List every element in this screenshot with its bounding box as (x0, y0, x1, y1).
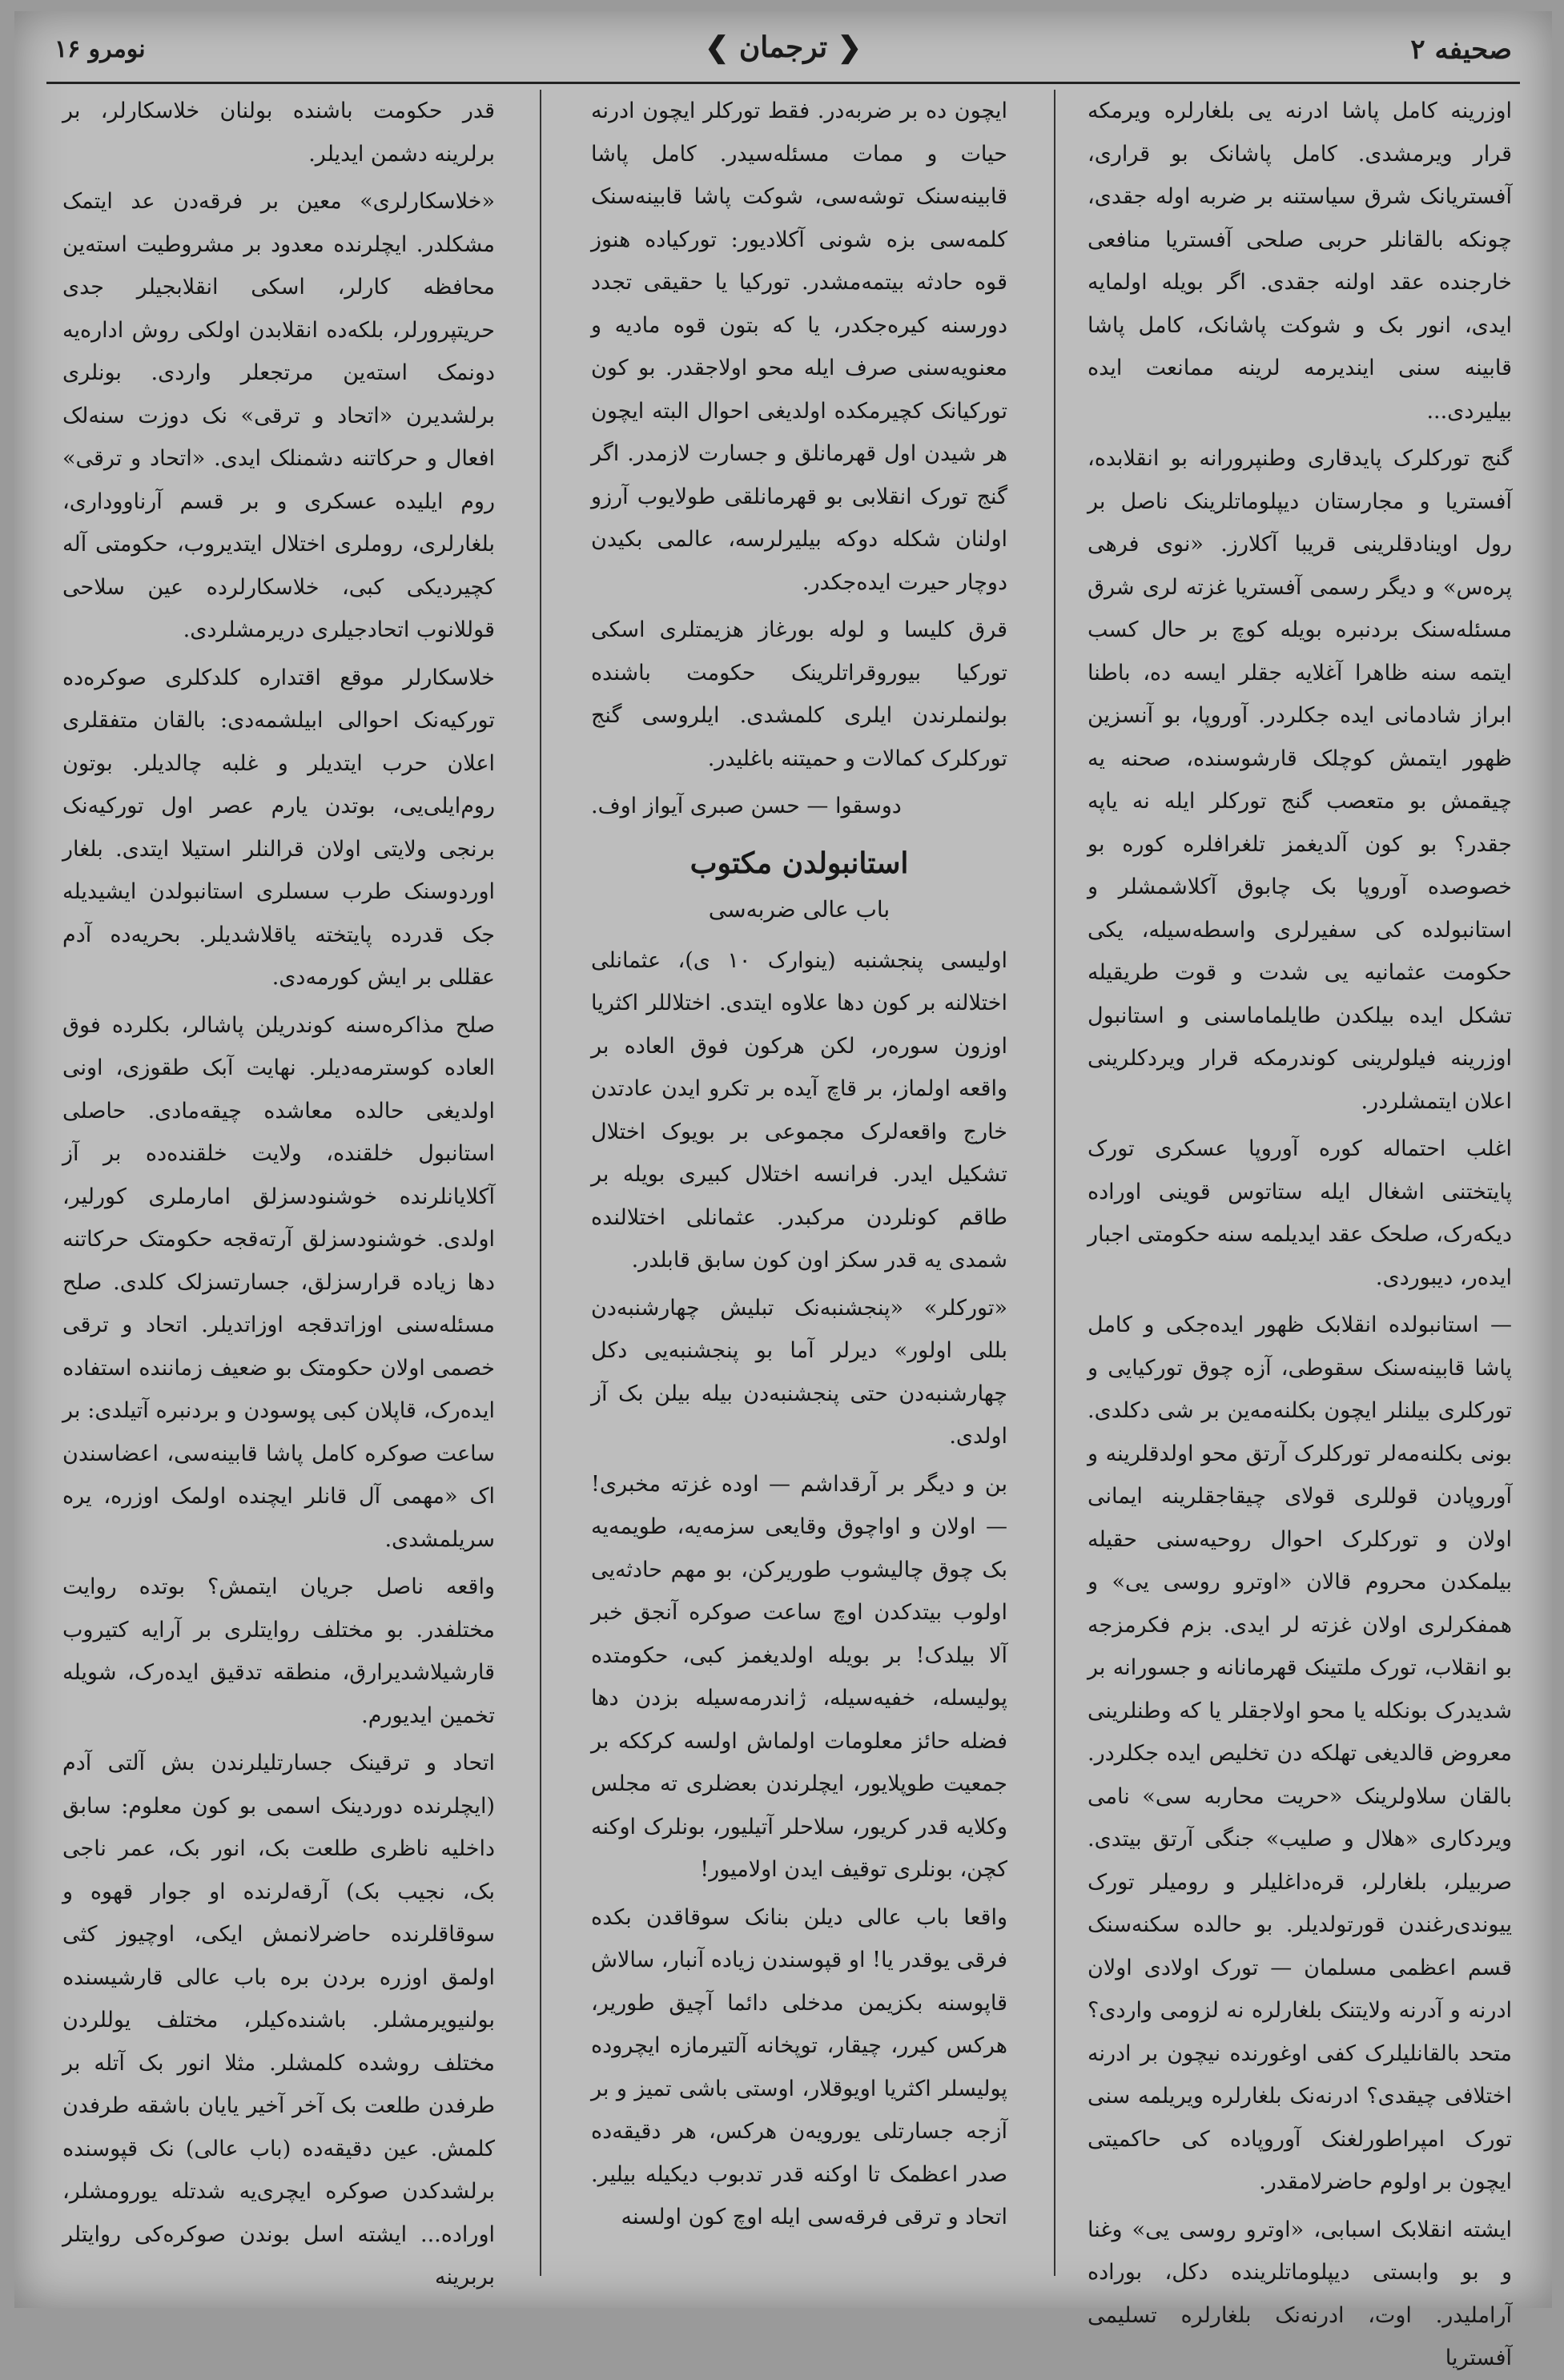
column-left (62, 90, 495, 2290)
column-divider (540, 90, 541, 2276)
header-rule (46, 82, 1520, 84)
section-subtitle: باب عالی ضربه‌سی (708, 896, 891, 923)
paragraph: «تورکلر» «پنجشنبه‌نک تبلیش چهارشنبه‌دن بللی اولور» دیرلر آما بو پنجشنبه‌یی دکل چهارشنبه‌دن حتی پنجشنبه‌دن بیله بیلن بک آز اولدی. (591, 1295, 1007, 1449)
page-number: صحیفه ۲ (1410, 34, 1512, 66)
section-title: استانبولدن مکتوب (690, 846, 909, 880)
paragraph: اتحاد و ترقینک جسارتلیلرندن بش آلتی آدم (ایچلرنده دوردینک اسمی بو کون معلوم: سابق داخلیه ناظری طلعت بک، انور بک، عمر ناجی بک، نجیب بک) آرقه‌لرنده او جوار قهوه و سوقاقلرنده حاضرلانمش ایکی، اوچیوز کثی اولمق اوزره بردن بره باب عالی قارشیسنده بولنیویرمشلر. باشنده‌کیلر، مختلف یوللردن مختلف روشده کلمشلر. مثلا انور بک آتله بر طرفدن طلعت بک آخر آخیر یایان باشقه طرفدن کلمش. عین دقیقه‌ده (باب عالی) نک قپوسنده برلشدکدن صوکره ایچری‌یه شدتله یورومشلر، اوراده... ایشته اسل بوندن صوکره‌کی روایتلر بربرینه (62, 1751, 495, 2290)
paragraph: گنج تورکلرک پایدقاری وطنپرورانه بو انقلابده، آفستریا و مجارستان دیپلوماتلرینک ناصل بر رول اوینادقلرینی قریبا آکلارز. «نوی فرهی پره‌س» و دیگر رسمی آفستریا غزته لری شرق مسئله‌سنک بردنبره بویله کوچ بر حال کسب ایتمه سنه ظاهرا آغلایه جقلر ایسه ده، باطنا ابراز شادمانی ایده جکلردر. آوروپا، بو آنسزین ظهور ایتمش کوچلک قارشوسنده، صحنه یه چیقمش بو متعصب گنج تورکلر ایله نه یاپه جقدر؟ بو کون آلدیغمز تلغرافلره کوره بو خصوصده آوروپا بک چابوق آکلاشمشلر و استانبولده کی سفیرلری واسطه‌سیله، یکی حکومت عثمانیه یی شدت و قوت طریقیله تشکل ایده بیلکدن طایلماماسنی و استانبول اوزرینه فیلولرینی کوندرمکه قرار ویردکلرینی اعلان ایتمشلردر. (1088, 446, 1512, 1114)
paragraph: قرق کلیسا و لوله بورغاز هزیمتلری اسکی تورکیا بیوروقراتلرینک حکومت باشنده بولنملرندن ایلری کلمشدی. ایلروسی گنج تورکلرک کمالات و حمیتنه باغلیدر. (591, 617, 1007, 771)
paragraph: بن و دیگر بر آرقداشم — اوده غزته مخبری! — اولان و اوا‌چوق وقایعی سزمه‌یه، طویمه‌یه بک چوق چالیشوب طوریرکن، بو مهم حادثه‌یی اولوب بیتدکدن اوچ ساعت صوکره آنجق خبر آلا بیلدک! بر بویله اولدیغمز کبی، حکومتده پولیسله، خفیه‌سیله، ژاندرمه‌سیله بزدن دها فضله حائز معلومات اولماش اولسه کرککه بر جمعیت طوپلایور، ایچلرندن بعضلری ته مجلس وکلایه قدر کریور، سلاحلر آتیلیور، بونلرک اوکنه کچن، بونلری توقیف ایدن اولامیور! (591, 1471, 1007, 1882)
paragraph: اولیسی پنجشنبه (ینوارک ۱۰ ی)، عثمانلی اختلالنه بر کون دها علاوه ایتدی. اختلاللر اکثریا اوزون سوره‌ر، لکن هرکون فوق العاده بر واقعه اولماز، بر قاچ آیده بر تکرو ایدن عادتدن خارج واقعه‌لرک مجموعی بر بویوک اختلال تشکیل ایدر. فرانسه اختلال کبیری بویله بر طاقم کونلردن مرکبدر. عثمانلی اختلالنده شمدی یه قدر سکز اون کون سابق قابلدر. (591, 947, 1007, 1272)
paragraph: «خلاسکارلری» معین بر فرقه‌دن عد ایتمک مشکلدر. ایچلرنده معدود بر مشروطیت استه‌ین محافظه کارلر، اسکی انقلابجیلر جدی حریتپرورلر، بلکه‌ده انقلابدن اولکی روش اداره‌یه دونمک استه‌ین مرتجعلر واردی. بونلری برلشدیرن «اتحاد و ترقی» نک دوزت سنه‌لک افعال و حرکاتنه دشمنلک ایدی. «اتحاد و ترقی» روم ایلیده عسکری و بر قسم آرناووداری، بلغارلری، روملری اختلال ایتدیروب، حکومتی آله کچیردیکی کبی، خلاسکارلرده عین سلاحی قوللانوب اتحادجیلری دریرمشلردی. (62, 189, 495, 642)
paragraph: واقعه ناصل جریان ایتمش؟ بوتده روایت مختلفدر. بو مختلف روایتلری بر آرایه کتیروب قارشیلاشدیرارق، منطقه تدقیق ایده‌رک، شویله تخمین ایدیورم. (62, 1574, 495, 1728)
article-signature: دوسقوا — حسن صبری آیواز اوف. (591, 794, 902, 818)
paragraph: — استانبولده انقلابک ظهور ایده‌جکی و کامل پاشا قابینه‌سنک سقوطی، آزه چوق تورکیایی و تورکلری بیلنلر ایچون بکلنه‌مه‌ین بر شی دکلدی. بونی بکلنه‌مه‌لر تورکلرک آرتق محو اولدقلرینه و آوروپادن قوللری قولای چیقاجقلرینه ایمانی اولان و تورکلرک احوال روحیه‌سنی حقیله بیلمکدن محروم قالان «اوترو روسی یی» و همفکرلری اولان غزته لر ایدی. بزم فکرمزجه بو انقلاب، تورک ملتینک قهرمانانه و جسورانه بر شدیدرک بونکله یا محو اولاجقلر یا که وطنلرینی معروض قالدیغی تهلکه دن تخلیص ایده جکلردر. بالقان سلاولرینک «حریت محاربه سی» نامی ویردکاری «هلال و صلیب» جنگی آرتق بیتدی. صربیلر، بلغارلر، قره‌داغلیلر و رومیلر تورک ییوندی‌رغندن قورتولدیلر. بو حالده سکنه‌سنک قسم اعظمی مسلمان — تورک اولادی اولان ادرنه و آدرنه ولایتنک بلغارلره نه لزومی واردی؟ متحد بالقانلیلرک کفی اوغورنده نیچون بر ادرنه اختلافی چیقدی؟ ادرنه‌نک بلغارلره ویریلمه سنی تورک امپراطورلغنک آوروپاده کی حاکمیتی ایچون بر اولوم حاضرلامقدر. (1088, 1313, 1512, 2194)
issue-number: نومرو ۱۶ (54, 35, 146, 63)
newspaper-page (14, 11, 1552, 2370)
paragraph: خلاسکارلر موقع اقتداره کلدکلری صوکره‌ده تورکیه‌نک احوالی ابیلشمه‌دی: بالقان متفقلری اعلان حرب ایتدیلر و غلبه چالدیلر. بوتون روم‌ایلی‌یی، بوتدن یارم عصر اول تورکیه‌نک برنجی ولایتی اولان قرالنلر استیلا ایتدی. بلغار اوردوسنک طرب سسلری استانبولدن ایشیدیله جک قدرده پایتخته یاقلاشدیلر. بحریه‌ده آدم عقللی بر ایش کورمه‌دی. (62, 665, 495, 990)
paragraph: اغلب احتماله کوره آوروپا عسکری تورک پایتختنی اشغال ایله ستاتوس قوینی اوراده دیکه‌رک، صلحک عقد ایدیلمه سنه حکومتی اجبار ایده‌ر، دیبوردی. (1088, 1136, 1512, 1290)
newspaper-title: ❮ ترجمان ❯ (705, 30, 862, 64)
page-header (46, 27, 1520, 83)
paragraph: واقعا باب عالی دیلن بنانک سوقاقدن بکده فرقی یوقدر یا! او قپوسندن زیاده آنبار، سالاش قاپوسنه بکزیمن مدخلی دائما آچیق طوریر، هرکس کیرر، چیقار، توپخانه آلتیرمازه ایچروده پولیسلر اکثریا اویوقلار، اوستی باشی تمیز و بر آزجه جسارتلی یورویه‌ن هرکس، هر دقیقه‌ده صدر اعظمک تا اوکنه قدر تدبوب دیکیله بیلیر. اتحاد و ترقی فرقه‌سی ایله اوچ کون اولسنه (591, 1904, 1007, 2229)
column-right (1088, 90, 1512, 2370)
paragraph: ایشته انقلابک اسبابی، «اوترو روسی یی» وغنا و بو وابستی دیپلوماتلرینده دکل، بوراده آراملیدر. اوت، ادرنه‌نک بلغارلره تسلیمی آفستریا (1088, 2217, 1512, 2370)
paragraph: قدر حکومت باشنده بولنان خلاسکارلر، بر برلرینه دشمن ایدیلر. (62, 98, 495, 167)
paragraph: اوزرینه کامل پاشا ادرنه یی بلغارلره ویرمکه قرار ویرمشدی. کامل پاشانک بو قراری، آفستریانک شرق سیاستنه بر ضربه اوله جقدی، چونکه بالقانلر حربی صلحی آفستریا منافعی خارجنده عقد اولنه جقدی. اگر بویله اولمایه ایدی، انور بک و شوکت پاشانک، کامل پاشا قابینه سنی ایندیرمه لرینه ممانعت ایده بیلیردی... (1088, 98, 1512, 424)
paragraph: ایچون ده بر ضربه‌در. فقط تورکلر ایچون ادرنه حیات و ممات مسئله‌سیدر. کامل پاشا قابینه‌سنک توشه‌سی، شوکت پاشا قابینه‌سنک کلمه‌سی بزه شونی آکلادیور: تورکیاده هنوز قوه حادثه بیتمه‌مشدر. تورکیا یا حقیقی تجدد دورسنه کیره‌جکدر، یا که بتون قوه مادیه و معنویه‌سنی صرف ایله محو اولاجقدر. بو کون تورکیانک کچیرمکده اولدیغی احوال البته ایچون هر شیدن اول قهرمانلق و جسارت لازمدر. اگر گنج تورک انقلابی بو قهرمانلقی طولایوب آرزو اولنان شکله دوکه بیلیرلرسه، عالمی بکیدن دوچار حیرت ایده‌جکدر. (591, 98, 1007, 595)
paragraph: صلح مذاکره‌سنه کوندریلن پاشالر، بکلرده فوق العاده کوسترمه‌دیلر. نهایت آبک طقوزی، اونی اولدیغی حالده معاشده چیقه‌مادی. حاصلی استانبول خلقنده، ولایت خلقنده‌ده بر آز آکلایانلرنده خوشنودسزلق امارملری کورلیر، اولدی. خوشنودسزلق آرته‌قجه حکومتک حرکاتنه دها زیاده قرارسزلق، جسارتسزلک کلدی. صلح مسئله‌سنی اوزاتدقجه اوزاتدیلر. اتحاد و ترقی خصمی اولان حکومتک بو ضعیف زماننده استفاده ایده‌رک، قاپلان کبی پوسودن و بردنبره آتیلدی: بر ساعت صوکره کامل پاشا قابینه‌سی، اعضاسندن اک «مهمی آل قانلر ایچنده اولمک اوزره، یره سریلمشدی. (62, 1012, 495, 1552)
column-middle (591, 90, 1007, 2276)
column-divider (1054, 90, 1055, 2276)
